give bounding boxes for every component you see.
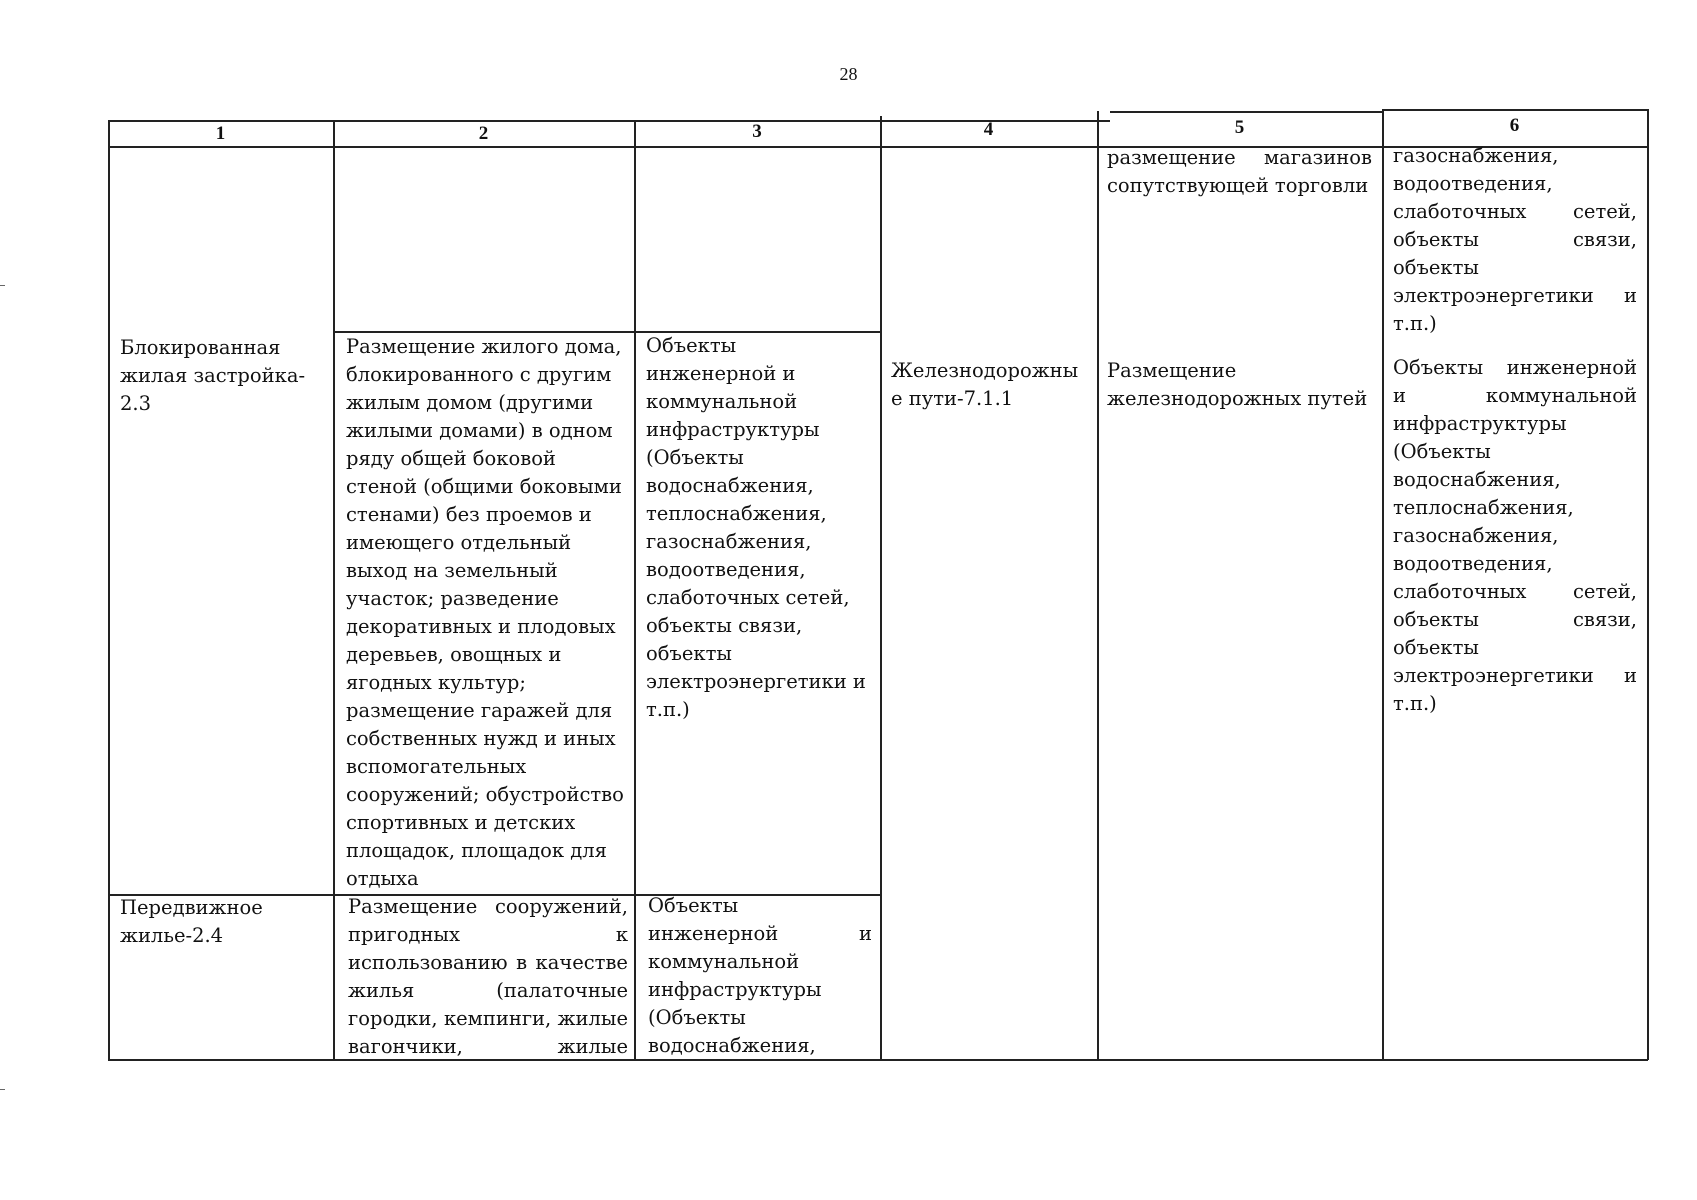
word: Размещение [348,895,478,918]
cell-line: Размещение жилого дома, [346,335,622,358]
word: сооружений, [494,895,628,918]
word: и [1624,284,1637,307]
word: городки, [348,1007,438,1030]
cell-line: е пути-7.1.1 [891,387,1014,410]
word: вагончики, [348,1035,463,1058]
scan-mark [0,1089,5,1090]
cell-line: газоснабжения, [1393,524,1559,547]
word: сетей, [1573,200,1637,223]
cell-line: жилая застройка- [120,364,306,387]
cell-line: блокированного с другим [346,363,612,386]
word: и [1624,664,1637,687]
cell-line: вспомогательных [346,755,527,778]
cell-line: инженерной и [646,362,796,385]
header-col-5: 5 [1234,117,1245,138]
word: Объекты [1393,356,1484,379]
word: объекты [1393,228,1479,251]
header-col-4: 4 [983,119,994,140]
cell-line-justified [348,921,628,949]
cell-line: инфраструктуры [648,978,822,1001]
cell-line-justified [348,949,628,977]
cell-line: имеющего отдельный [346,531,572,554]
row3-col2 [348,893,628,1061]
row1-col5 [1107,144,1372,200]
word: объекты [1393,608,1479,631]
cell-line: Размещение [1107,359,1237,382]
cell-line-justified [1393,226,1637,254]
cell-line-justified [1393,354,1637,382]
row2-col2 [346,333,629,893]
cell-line-justified [1393,578,1637,606]
cell-line: газоснабжения, [1393,144,1559,167]
cell-line-justified [1393,282,1637,310]
word: пригодных [348,923,460,946]
cell-line: площадок, площадок для [346,839,607,862]
cell-line-justified [1393,198,1637,226]
cell-line: выход на земельный [346,559,558,582]
word: электроэнергетики [1393,284,1594,307]
cell-line: водоснабжения, [1393,468,1561,491]
cell-line: жилыми домами) в одном [346,419,613,442]
cell-line: размещение гаражей для [346,699,613,722]
cell-line-justified [348,1005,628,1033]
word: использованию [348,951,508,974]
cell-line: т.п.) [646,698,690,721]
word: жилые [557,1035,628,1058]
cell-line: (Объекты [1393,440,1491,463]
cell-line: газоснабжения, [646,530,812,553]
cell-line-justified [1393,382,1637,410]
word: качестве [535,951,628,974]
word: электроэнергетики [1393,664,1594,687]
word: в [516,951,528,974]
cell-line: инфраструктуры [646,418,820,441]
row3-col3 [648,892,872,1060]
cell-line: водоснабжения, [648,1034,816,1057]
cell-line: Объекты [648,894,739,917]
cell-line: теплоснабжения, [646,502,827,525]
cell-line: объекты [1393,636,1479,659]
cell-line: коммунальной [648,950,800,973]
cell-line: жилье-2.4 [120,924,224,947]
word: инженерной [648,922,779,945]
word: к [615,923,628,946]
word: магазинов [1264,146,1372,169]
word: коммунальной [1485,384,1637,407]
cell-line: водоотведения, [646,558,806,581]
cell-line: слаботочных сетей, [646,586,850,609]
row1-col6 [1393,142,1637,338]
row2-col3 [646,332,872,724]
cell-line-justified [348,1033,628,1061]
word: инженерной [1506,356,1637,379]
row2-col5 [1107,357,1372,413]
cell-line: отдыха [346,867,419,890]
cell-line: водоотведения, [1393,172,1553,195]
cell-line: спортивных и детских [346,811,576,834]
cell-line-justified [348,977,628,1005]
cell-line: объекты [646,642,732,665]
word: жилья [348,979,415,1002]
header-col-1: 1 [215,123,226,144]
row2-col1 [120,334,325,418]
row3-col1 [120,894,325,950]
word: (палаточные [496,979,628,1002]
cell-line: водоотведения, [1393,552,1553,575]
cell-line: сооружений; обустройство [346,783,624,806]
cell-line-justified [1393,662,1637,690]
word: жилые [557,1007,628,1030]
word: и [859,922,872,945]
cell-line-justified [648,920,872,948]
cell-line: объекты связи, [646,614,803,637]
cell-line: собственных нужд и иных [346,727,616,750]
header-col-3: 3 [752,121,762,142]
cell-line: Передвижное [120,896,263,919]
cell-line-justified [1107,144,1372,172]
header-col-6: 6 [1509,115,1520,136]
cell-line: т.п.) [1393,692,1437,715]
cell-line: сопутствующей торговли [1107,174,1369,197]
cell-line: водоснабжения, [646,474,814,497]
cell-line: теплоснабжения, [1393,496,1574,519]
word: связи, [1572,608,1637,631]
row2-col6 [1393,354,1637,718]
word: связи, [1572,228,1637,251]
cell-line: стенами) без проемов и [346,503,592,526]
cell-line: Объекты [646,334,737,357]
cell-line: объекты [1393,256,1479,279]
cell-line: (Объекты [648,1006,746,1029]
cell-line: ряду общей боковой [346,447,556,470]
cell-line: (Объекты [646,446,744,469]
cell-line: Железнодорожны [891,359,1079,382]
cell-line: жилым домом (другими [346,391,594,414]
cell-line: железнодорожных путей [1107,387,1368,410]
cell-line: коммунальной [646,390,798,413]
word: и [1393,384,1406,407]
word: слаботочных [1393,200,1527,223]
cell-line-justified [348,893,628,921]
cell-line-justified [1393,606,1637,634]
cell-line: стеной (общими боковыми [346,475,622,498]
scan-mark [0,285,5,286]
cell-line: ягодных культур; [346,671,526,694]
page-number: 28 [839,64,858,84]
cell-line: инфраструктуры [1393,412,1567,435]
cell-line: электроэнергетики и [646,670,866,693]
cell-line: участок; разведение [346,587,559,610]
cell-line: Блокированная [120,336,281,359]
cell-line: 2.3 [120,392,152,415]
cell-line: т.п.) [1393,312,1437,335]
cell-line: декоративных и плодовых [346,615,616,638]
word: сетей, [1573,580,1637,603]
header-col-2: 2 [478,123,489,144]
cell-line: деревьев, овощных и [346,643,562,666]
word: слаботочных [1393,580,1527,603]
word: кемпинги, [443,1007,552,1030]
word: размещение [1107,146,1236,169]
row2-col4 [891,357,1091,413]
